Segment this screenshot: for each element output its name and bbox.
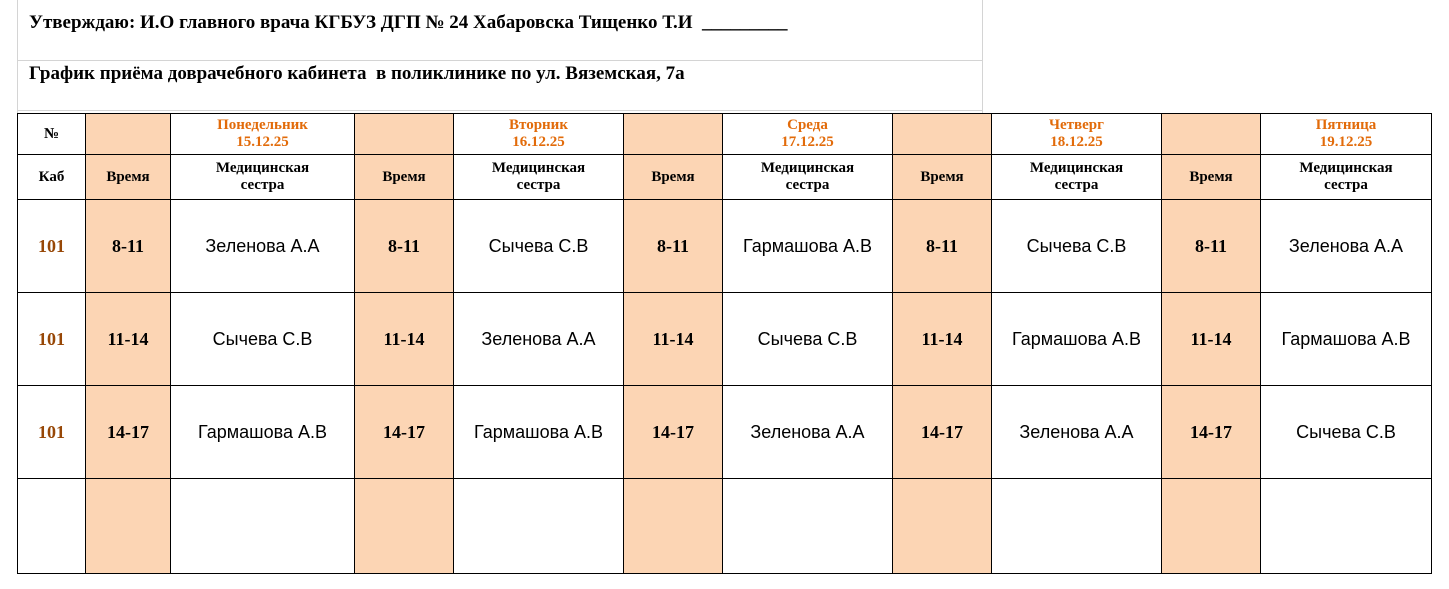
- day-date: 16.12.25: [512, 134, 565, 150]
- time-slot: 11-14: [652, 328, 694, 349]
- nurse-cell: [171, 293, 355, 386]
- nurse-name: Гармашова А.В: [198, 421, 327, 442]
- nurse-name: Сычева С.В: [212, 328, 313, 349]
- empty-time-cell: [355, 479, 454, 574]
- nurse-header-line2: сестра: [785, 177, 830, 193]
- room-header-cell: [18, 155, 86, 200]
- day-name: Пятница: [1315, 117, 1377, 133]
- nurse-header-line1: Медицинская: [491, 160, 586, 176]
- room-number: 101: [18, 293, 86, 386]
- time-slot-cell: [624, 386, 723, 479]
- day-header-wednesday: [723, 114, 893, 155]
- nurse-header-line1: Медицинская: [1299, 160, 1393, 176]
- nurse-header-line1: Медицинская: [760, 160, 855, 176]
- nurse-name: Гармашова А.В: [1012, 328, 1141, 349]
- nurse-name: Зеленова А.А: [481, 328, 596, 349]
- time-header: Время: [382, 168, 426, 185]
- time-header-cell: [893, 155, 992, 200]
- time-header-cell: [1162, 155, 1261, 200]
- nurse-header-line2: сестра: [1054, 177, 1099, 193]
- time-slot: 11-14: [921, 328, 963, 349]
- time-slot-cell: [86, 293, 171, 386]
- time-header: Время: [920, 168, 964, 185]
- empty-time-cell: [893, 479, 992, 574]
- nurse-cell: [454, 386, 624, 479]
- day-header-tuesday: [454, 114, 624, 155]
- day-header-thursday: [992, 114, 1162, 155]
- time-slot: 8-11: [111, 235, 144, 256]
- day-name: Вторник: [509, 117, 568, 133]
- time-slot-cell: [624, 293, 723, 386]
- nurse-name: Гармашова А.В: [743, 235, 872, 256]
- empty-cell: [1261, 479, 1432, 574]
- sheet-gridline: [17, 110, 982, 111]
- nurse-header-cell: [992, 155, 1162, 200]
- time-slot-cell: [893, 200, 992, 293]
- time-column-header-blank: [624, 114, 723, 155]
- time-column-header-blank: [893, 114, 992, 155]
- nurse-cell: [454, 200, 624, 293]
- approval-line: Утверждаю: И.О главного врача КГБУЗ ДГП № 24 Хабаровска Тищенко Т.И _________: [29, 12, 788, 33]
- nurse-cell: [723, 200, 893, 293]
- time-slot: 11-14: [1190, 328, 1232, 349]
- nurse-header-line2: сестра: [516, 177, 561, 193]
- schedule-title: График приёма доврачебного кабинета в поликлинике по ул. Вяземская, 7а: [29, 63, 685, 84]
- nurse-cell: [171, 200, 355, 293]
- time-column-header-blank: [86, 114, 171, 155]
- nurse-header-line1: Медицинская: [1029, 160, 1124, 176]
- day-header-friday: [1261, 114, 1432, 155]
- time-slot: 8-11: [387, 235, 420, 256]
- day-date: 19.12.25: [1319, 134, 1373, 150]
- nurse-name: Зеленова А.А: [1288, 235, 1404, 256]
- time-slot: 8-11: [656, 235, 689, 256]
- nurse-name: Гармашова А.В: [474, 421, 603, 442]
- number-header-cell: [18, 114, 86, 155]
- empty-row: [18, 479, 1432, 574]
- nurse-name: Зеленова А.А: [1019, 421, 1134, 442]
- empty-cell: [18, 479, 86, 574]
- room-number: 101: [18, 200, 86, 293]
- nurse-name: Зеленова А.А: [205, 235, 320, 256]
- nurse-name: Сычева С.В: [1296, 421, 1396, 442]
- sheet-gridline: [17, 0, 18, 113]
- time-header-cell: [86, 155, 171, 200]
- empty-time-cell: [1162, 479, 1261, 574]
- schedule-table: [17, 113, 1432, 574]
- sheet-gridline: [17, 60, 982, 61]
- time-slot-cell: [355, 293, 454, 386]
- nurse-cell: [171, 386, 355, 479]
- time-header-cell: [355, 155, 454, 200]
- schedule-row: [18, 386, 1432, 479]
- day-name: Среда: [787, 117, 828, 133]
- time-column-header-blank: [1162, 114, 1261, 155]
- day-name: Понедельник: [217, 117, 308, 133]
- time-slot: 14-17: [107, 421, 149, 442]
- time-slot-cell: [355, 200, 454, 293]
- time-slot-cell: [1162, 293, 1261, 386]
- time-slot-cell: [1162, 386, 1261, 479]
- day-date: 18.12.25: [1050, 134, 1103, 150]
- time-slot: 8-11: [925, 235, 958, 256]
- time-slot-cell: [893, 293, 992, 386]
- nurse-header-cell: [1261, 155, 1432, 200]
- time-slot: 8-11: [1194, 235, 1227, 256]
- day-header-monday: [171, 114, 355, 155]
- nurse-name: Зеленова А.А: [750, 421, 865, 442]
- sheet-gridline: [982, 0, 983, 113]
- number-header: №: [43, 125, 60, 142]
- nurse-cell: [992, 293, 1162, 386]
- nurse-cell: [1261, 293, 1432, 386]
- nurse-cell: [992, 386, 1162, 479]
- empty-cell: [171, 479, 355, 574]
- nurse-cell: [723, 386, 893, 479]
- time-header: Время: [106, 168, 150, 185]
- nurse-header-line2: сестра: [240, 177, 285, 193]
- time-header: Время: [651, 168, 695, 185]
- time-slot: 14-17: [383, 421, 425, 442]
- time-slot-cell: [893, 386, 992, 479]
- schedule-row: [18, 293, 1432, 386]
- room-header: Каб: [38, 168, 65, 185]
- nurse-header-cell: [723, 155, 893, 200]
- time-header-cell: [624, 155, 723, 200]
- empty-cell: [992, 479, 1162, 574]
- empty-cell: [454, 479, 624, 574]
- nurse-header-cell: [171, 155, 355, 200]
- time-slot: 14-17: [652, 421, 694, 442]
- empty-time-cell: [624, 479, 723, 574]
- day-header-row: [18, 114, 1432, 155]
- nurse-name: Сычева С.В: [488, 235, 589, 256]
- nurse-header-line2: сестра: [1324, 177, 1368, 193]
- empty-cell: [723, 479, 893, 574]
- nurse-header-line1: Медицинская: [215, 160, 310, 176]
- time-slot: 11-14: [383, 328, 425, 349]
- schedule-row: [18, 200, 1432, 293]
- time-slot-cell: [355, 386, 454, 479]
- time-slot-cell: [86, 200, 171, 293]
- time-column-header-blank: [355, 114, 454, 155]
- time-slot-cell: [1162, 200, 1261, 293]
- time-slot-cell: [86, 386, 171, 479]
- day-name: Четверг: [1049, 117, 1104, 133]
- nurse-cell: [1261, 386, 1432, 479]
- nurse-cell: [1261, 200, 1432, 293]
- nurse-cell: [723, 293, 893, 386]
- day-date: 15.12.25: [236, 134, 289, 150]
- nurse-name: Сычева С.В: [1026, 235, 1127, 256]
- day-date: 17.12.25: [781, 134, 834, 150]
- time-slot: 14-17: [1190, 421, 1232, 442]
- column-label-row: [18, 155, 1432, 200]
- nurse-name: Сычева С.В: [757, 328, 858, 349]
- room-number: 101: [18, 386, 86, 479]
- nurse-name: Гармашова А.В: [1281, 328, 1411, 349]
- time-slot: 14-17: [921, 421, 963, 442]
- nurse-header-cell: [454, 155, 624, 200]
- nurse-cell: [454, 293, 624, 386]
- empty-time-cell: [86, 479, 171, 574]
- time-slot: 11-14: [107, 328, 149, 349]
- nurse-cell: [992, 200, 1162, 293]
- time-slot-cell: [624, 200, 723, 293]
- time-header: Время: [1189, 168, 1233, 185]
